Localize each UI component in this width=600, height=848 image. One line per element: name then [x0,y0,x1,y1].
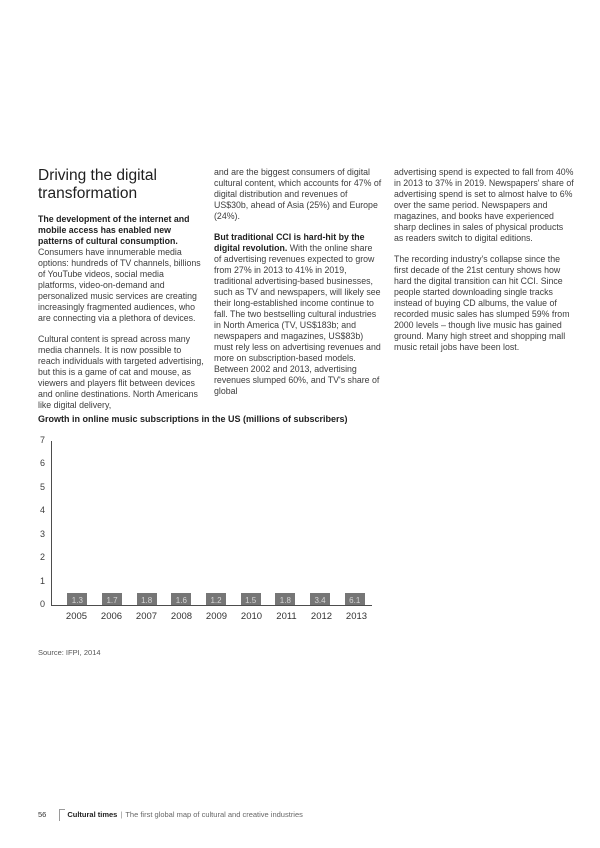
bar-value-label: 1.8 [141,596,153,605]
bar-2006 [102,593,122,605]
chart-title: Growth in online music subscriptions in the US (millions of subscribers) [38,414,348,424]
bar-2011 [275,593,295,605]
chart-bars [52,441,372,605]
y-tick-label: 0 [39,599,45,609]
bar-2005 [67,593,87,605]
bar-value-label: 1.6 [175,596,187,605]
y-tick-label: 5 [39,481,45,492]
chart-source: Source: IFPI, 2014 [38,648,101,657]
subscriptions-bar-chart [38,414,578,657]
footer-subtitle: The first global map of cultural and creative industries [125,809,303,819]
article-column-2 [214,167,382,421]
x-tick-label: 2005 [65,611,88,622]
article-paragraph [214,232,382,397]
x-tick-label: 2007 [135,611,158,622]
x-tick-label: 2011 [276,611,297,622]
article-paragraph: and are the biggest consumers of digital cultural content, which accounts for 47% of digital distribution and revenues of US$30b, ahead of Asia (25%) and Europe (24%). [214,167,382,221]
bar-slot [337,593,372,605]
y-tick-label: 4 [39,505,45,516]
y-tick-label: 1 [39,575,45,586]
y-tick-label: 3 [39,528,45,539]
bar-2013 [345,593,365,605]
article-title: Driving the digital transformation [38,167,157,202]
bar-slot [233,593,268,605]
article-paragraph: Cultural content is spread across many media channels. It is now possible to reach individuals with targeted advertising, but this is a game of cat and mouse, as viewers and players flit between devices and online destinations. North Americans like digital delivery, [38,334,204,410]
article-paragraph: advertising spend is expected to fall from 40% in 2013 to 37% in 2019. Newspapers' share of advertising spend is set to almost halve to 6% over the same period. Newspapers and magazines, and books have experienced sharp declines in sales of physical products as readers switch to digital editions. [394,167,574,243]
chart-plot [39,435,372,609]
bar-2009 [206,593,226,605]
y-tick-label: 2 [39,552,45,563]
x-tick-label: 2010 [240,611,263,622]
paragraph-text: With the online share of advertising revenues expected to grow from 27% in 2013 to 41% in 2019, traditional advertising-based businesses, such as TV and newspapers, will likely see their long-established income continue to fall. The two bestselling cultural industries in North America (TV, US$183b; and newspapers and magazines, US$83b) must rely less on advertising revenues and more on subscription-based models. Between 2002 and 2013, advertising revenues slumped 60%, and TV's share of global [214,243,381,396]
x-tick-label: 2006 [100,611,123,622]
bar-value-label: 1.3 [71,596,83,605]
bar-2010 [241,593,261,605]
lead-in-bold: But traditional CCI is hard-hit by the digital revolution. [214,232,365,253]
bar-slot [95,593,130,605]
footer-separator: | [120,809,123,819]
x-tick-label: 2009 [205,611,228,622]
x-tick-label: 2012 [310,611,333,622]
bar-2008 [171,593,191,605]
bar-value-label: 1.2 [210,596,222,605]
article-paragraph: The recording industry's collapse since the first decade of the 21st century shows how hard the digital transition can hit CCI. Since people started downloading single tracks instead of buying CD albums, the value of recorded music sales has slumped 59% from 2000 levels – though live music has gained ground. Many high street and shopping mall music retail jobs have been lost. [394,254,570,352]
bar-2012 [310,593,330,605]
bar-slot [303,593,338,605]
article-paragraph [38,214,204,324]
x-tick-label: 2008 [170,611,193,622]
footer-brand: Cultural times [67,809,118,819]
chart-x-labels [59,611,578,622]
bar-slot [164,593,199,605]
article-column-1 [38,167,204,421]
page-number: 56 [38,809,47,819]
bar-value-label: 3.4 [314,596,326,605]
lead-in-bold: The development of the internet and mobile access has enabled new patterns of cultural consumption. [38,214,190,246]
page-footer [38,808,303,820]
bar-slot [129,593,164,605]
y-tick-label: 7 [39,435,45,445]
paragraph-text: Consumers have innumerable media options: hundreds of TV channels, billions of YouTube videos, social media platforms, video-on-demand and personalized music services are creating increasingly fragmented audiences, who are connecting via a plethora of devices. [38,247,201,323]
article [38,167,574,421]
bar-2007 [137,593,157,605]
y-tick-label: 6 [39,458,45,469]
article-column-3 [394,167,574,421]
bar-slot [60,593,95,605]
footer-bracket-mark [59,809,65,821]
bar-value-label: 1.7 [106,596,118,605]
bar-slot [268,593,303,605]
bar-slot [199,593,234,605]
bar-value-label: 1.8 [279,596,291,605]
bar-value-label: 6.1 [349,596,361,605]
bar-value-label: 1.5 [245,596,257,605]
x-tick-label: 2013 [345,611,368,622]
